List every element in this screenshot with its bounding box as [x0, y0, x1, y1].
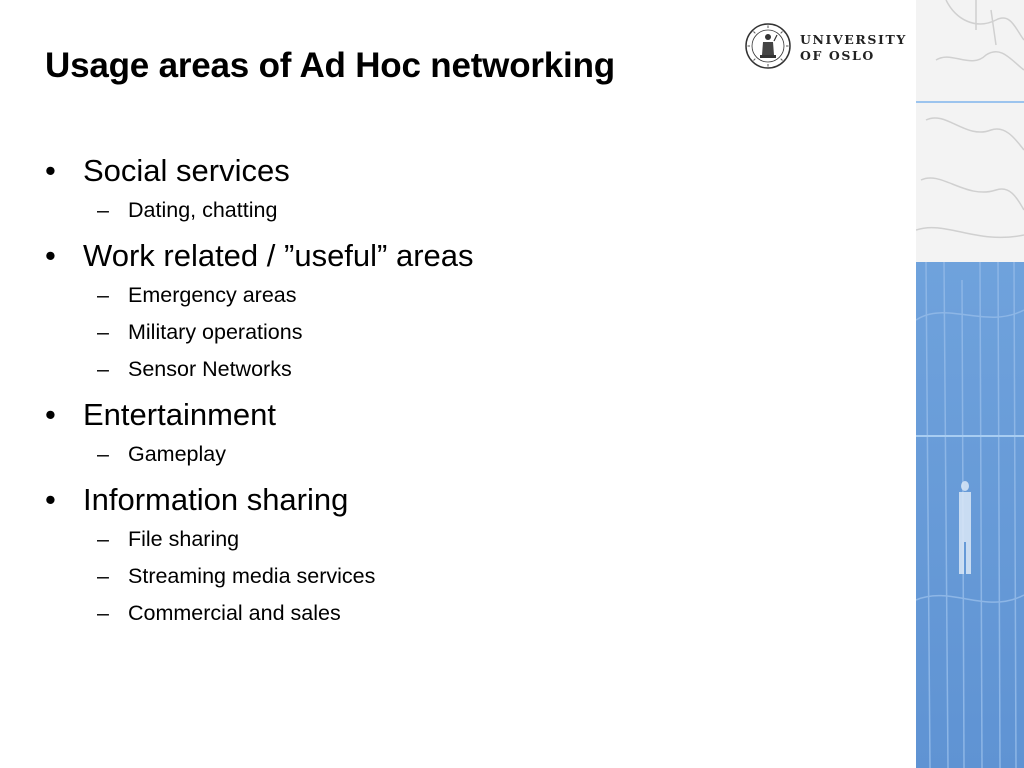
dash-marker: –	[97, 357, 109, 381]
list-item-label: Entertainment	[83, 397, 276, 432]
sub-list-item-label: Sensor Networks	[128, 357, 292, 381]
sub-list-item	[45, 595, 885, 632]
university-name	[800, 32, 907, 64]
university-name-line2: OF OSLO	[800, 48, 875, 63]
dash-marker: –	[97, 283, 109, 307]
university-name-line1: UNIVERSITY	[800, 32, 907, 47]
sub-list-item	[45, 277, 885, 314]
dash-marker: –	[97, 320, 109, 344]
sub-list-item	[45, 314, 885, 351]
sub-list-item	[45, 436, 885, 473]
sub-list-item	[45, 192, 885, 229]
dash-marker: –	[97, 527, 109, 551]
bullet-marker: •	[45, 153, 56, 188]
sub-list-item-label: Military operations	[128, 320, 303, 344]
sub-list-item-label: Streaming media services	[128, 564, 376, 588]
list-item-label: Work related / ”useful” areas	[83, 238, 474, 273]
list-item	[45, 150, 885, 192]
sub-list-item-label: Commercial and sales	[128, 601, 341, 625]
sub-list-item	[45, 558, 885, 595]
decorative-side-strip	[916, 0, 1024, 768]
dash-marker: –	[97, 564, 109, 588]
bullet-marker: •	[45, 482, 56, 517]
university-logo	[744, 22, 907, 74]
list-item	[45, 479, 885, 521]
bullet-marker: •	[45, 397, 56, 432]
sub-list-item	[45, 521, 885, 558]
list-item	[45, 235, 885, 277]
dash-marker: –	[97, 601, 109, 625]
university-seal-icon	[744, 22, 792, 70]
sub-list-item-label: File sharing	[128, 527, 240, 551]
sub-list-item	[45, 351, 885, 388]
list-item	[45, 394, 885, 436]
dash-marker: –	[97, 198, 109, 222]
sub-list-item-label: Emergency areas	[128, 283, 297, 307]
sub-list-item-label: Dating, chatting	[128, 198, 278, 222]
list-item-label: Information sharing	[83, 482, 349, 517]
bullet-marker: •	[45, 238, 56, 273]
list-item-label: Social services	[83, 153, 290, 188]
sub-list-item-label: Gameplay	[128, 442, 226, 466]
bullet-list	[45, 150, 885, 632]
dash-marker: –	[97, 442, 109, 466]
slide-title: Usage areas of Ad Hoc networking	[45, 46, 615, 85]
